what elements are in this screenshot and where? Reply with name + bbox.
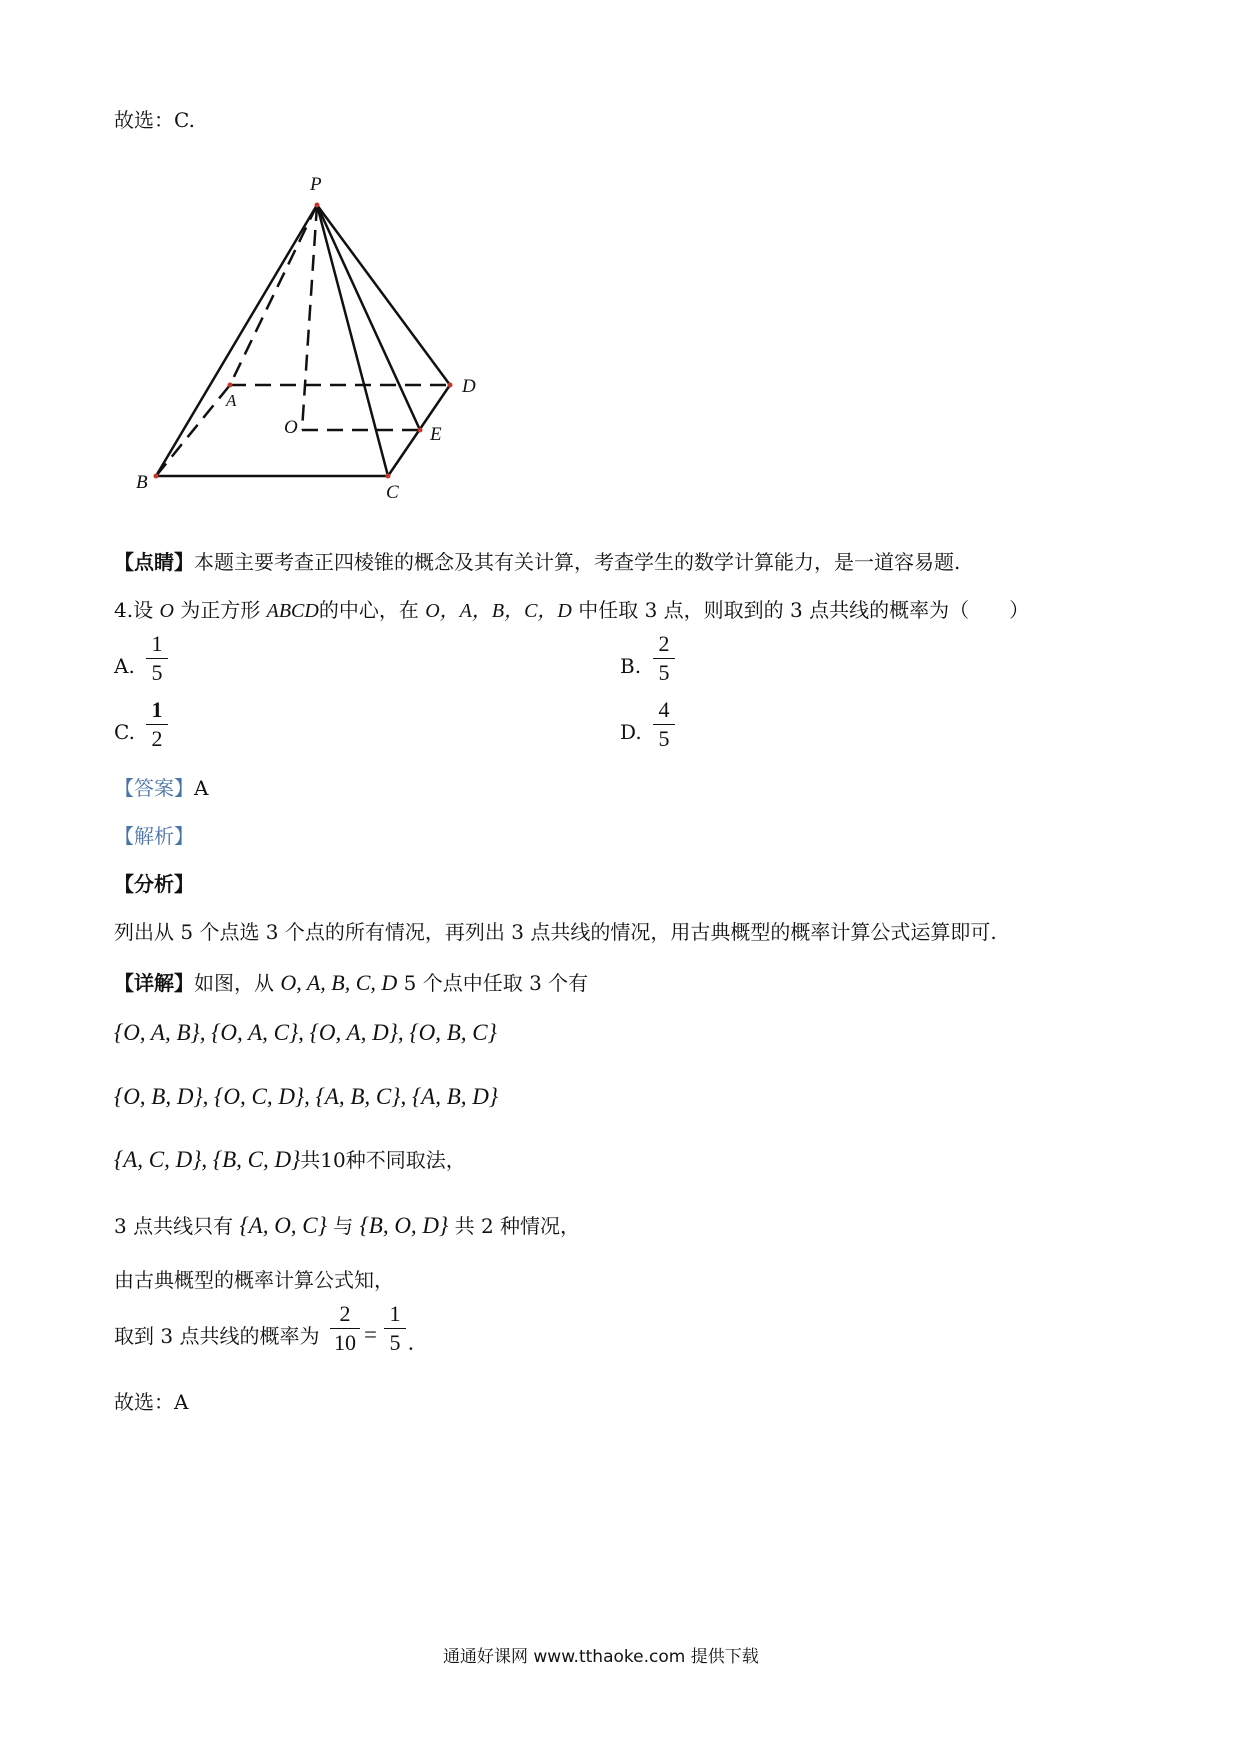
option-b-label: B. bbox=[620, 654, 642, 678]
collinear-set-2: {B, O, D} bbox=[359, 1213, 449, 1238]
var-o: O bbox=[159, 600, 174, 622]
final-conclusion: 故选：A bbox=[114, 1390, 189, 1414]
option-a-den: 5 bbox=[151, 660, 163, 685]
detail-text: 与 bbox=[333, 1214, 354, 1238]
label-E: E bbox=[430, 424, 442, 445]
collinear-set-1: {A, O, C} bbox=[239, 1213, 327, 1238]
detail-line-3-math: {A, C, D}, {B, C, D} bbox=[114, 1147, 301, 1172]
label-P: P bbox=[310, 174, 322, 195]
option-d-fraction bbox=[653, 698, 675, 751]
option-d-num: 4 bbox=[658, 697, 670, 722]
fenxi-tag: 【分析】 bbox=[114, 872, 194, 896]
detail-text: 3 点共线只有 bbox=[114, 1214, 234, 1238]
detail-lead bbox=[114, 972, 588, 994]
question-number: 4. bbox=[114, 598, 134, 622]
fenxi-text: 列出从 5 个点选 3 个点的所有情况，再列出 3 点共线的情况，用古典概型的概率计算公式运算即可. bbox=[114, 920, 997, 944]
question-text: 中任取 3 点，则取到的 3 点共线的概率为（ ） bbox=[578, 598, 1030, 622]
option-c-den: 2 bbox=[151, 726, 163, 751]
top-conclusion: 故选：C. bbox=[114, 108, 195, 132]
option-a-num: 1 bbox=[151, 631, 163, 656]
result-fraction-2 bbox=[384, 1302, 406, 1355]
label-A: A bbox=[226, 391, 237, 410]
result-fraction-2-den: 5 bbox=[389, 1330, 401, 1355]
option-a-fraction bbox=[146, 632, 168, 685]
option-c-num: 1 bbox=[151, 697, 163, 722]
detail-line-1: {O, A, B}, {O, A, C}, {O, A, D}, {O, B, C} bbox=[114, 1020, 497, 1045]
question-stem bbox=[114, 600, 1029, 621]
label-C: C bbox=[386, 482, 399, 503]
period: . bbox=[408, 1330, 414, 1355]
detail-line-5: 由古典概型的概率计算公式知， bbox=[114, 1268, 394, 1292]
result-fraction-1-den: 10 bbox=[334, 1330, 356, 1355]
footer-text: 通通好课网 www.tthaoke.com 提供下载 bbox=[443, 1647, 759, 1667]
pyramid-figure bbox=[120, 160, 500, 510]
detail-text: 如图，从 bbox=[194, 971, 274, 995]
question-text: 的中心，在 bbox=[318, 598, 419, 622]
var-abcd: ABCD bbox=[266, 600, 319, 622]
option-d-label: D. bbox=[620, 720, 642, 744]
option-b-num: 2 bbox=[658, 631, 670, 656]
option-c-label: C. bbox=[114, 720, 135, 744]
label-O: O bbox=[284, 417, 298, 438]
detail-line-3-text: 共10种不同取法， bbox=[300, 1148, 466, 1172]
detail-line-6-text: 取到 3 点共线的概率为 bbox=[114, 1324, 320, 1348]
remark-tag: 【点睛】 bbox=[114, 550, 194, 574]
answer-tag: 【答案】 bbox=[114, 776, 194, 800]
result-fraction-1 bbox=[330, 1302, 360, 1355]
option-c-fraction bbox=[146, 698, 168, 751]
option-b-den: 5 bbox=[658, 660, 670, 685]
analysis-tag: 【解析】 bbox=[114, 824, 194, 848]
detail-points: O, A, B, C, D bbox=[280, 970, 398, 995]
equals-sign: = bbox=[364, 1322, 377, 1347]
detail-line-2: {O, B, D}, {O, C, D}, {A, B, C}, {A, B, D} bbox=[114, 1084, 499, 1109]
question-text: 设 bbox=[133, 598, 154, 622]
detail-text: 共 2 种情况， bbox=[454, 1214, 581, 1238]
detail-text: 5 个点中任取 3 个有 bbox=[403, 971, 589, 995]
answer-value: A bbox=[194, 776, 209, 800]
result-fraction-1-num: 2 bbox=[339, 1301, 351, 1326]
detail-line-4 bbox=[114, 1214, 580, 1237]
detail-tag: 【详解】 bbox=[114, 971, 194, 995]
remark-text: 本题主要考查正四棱锥的概念及其有关计算，考查学生的数学计算能力，是一道容易题. bbox=[194, 550, 961, 574]
detail-line-3 bbox=[114, 1148, 466, 1171]
var-points: O，A，B，C，D bbox=[425, 600, 572, 622]
answer bbox=[114, 778, 208, 798]
result-fraction-2-num: 1 bbox=[389, 1301, 401, 1326]
label-D: D bbox=[462, 376, 476, 397]
question-text: 为正方形 bbox=[180, 598, 261, 622]
option-b-fraction bbox=[653, 632, 675, 685]
option-a-label: A. bbox=[114, 654, 135, 678]
remark bbox=[114, 552, 960, 572]
label-B: B bbox=[136, 472, 148, 493]
option-d-den: 5 bbox=[658, 726, 670, 751]
